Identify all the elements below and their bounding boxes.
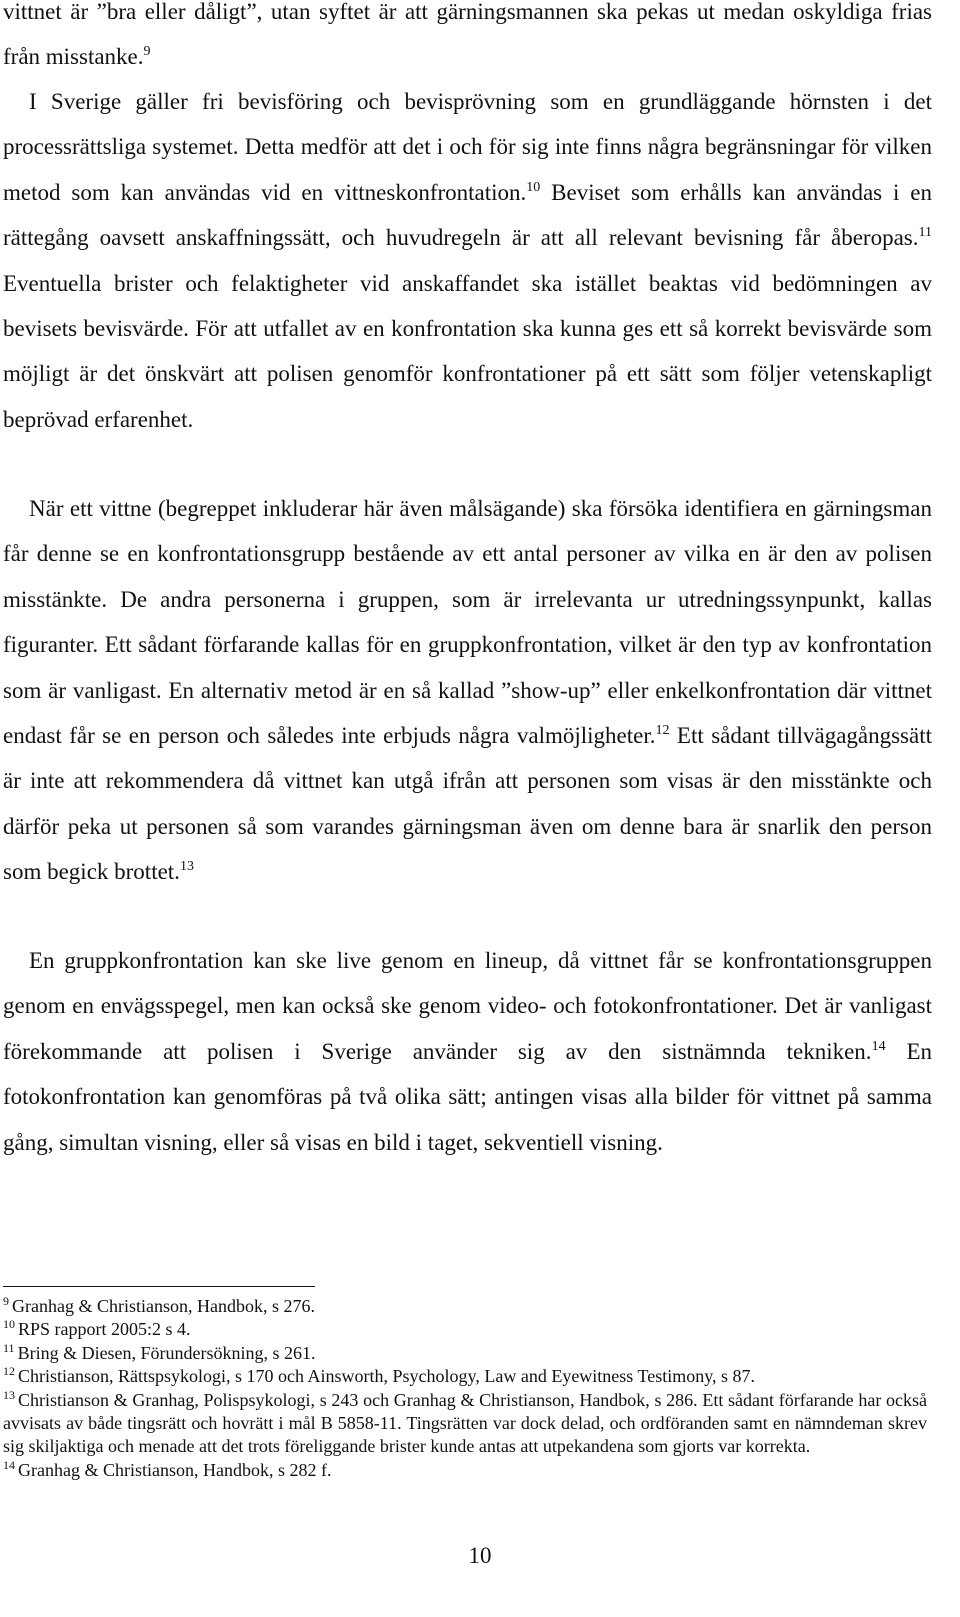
footnote [3, 1389, 927, 1459]
footnote-ref[interactable]: 10 [526, 179, 541, 195]
footnote-text: Christianson & Granhag, Polispsykologi, s 243 och Granhag & Christianson, Handbok, s 286. Ett sådant förfarande har också avvisats av både tingsrätt och hovrätt i mål B 5858-11. Tingsrätten var dock delad, och ordföranden samt en nämndeman skrev sig skiljaktiga och menade att det trots föreliggande brister kunde antas att utpekandena som gjorts var korrekta. [3, 1389, 927, 1457]
footnote-number: 14 [3, 1457, 15, 1472]
footnote-ref[interactable]: 12 [655, 723, 670, 739]
footnote-text: RPS rapport 2005:2 s 4. [18, 1319, 191, 1340]
footnote-number: 11 [3, 1340, 15, 1355]
paragraph-text: När ett vittne (begreppet inkluderar här även målsägande) ska försöka identifiera en gärningsman får denne se en konfrontationsgrupp bestående av ett antal personer av vilka en är den av polisen misstänkte. De andra personerna i gruppen, som är irrelevanta ur utredningssynpunkt, kallas figuranter. Ett sådant förfarande kallas för en gruppkonfrontation, vilket är den typ av konfrontation som är vanligast. En alternativ metod är en så kallad ”show-up” eller enkelkonfrontation där vittnet endast får se en person och således inte erbjuds några valmöjligheter. [3, 496, 932, 749]
footnotes [3, 1295, 927, 1482]
body-paragraph [3, 938, 932, 1165]
page-number: 10 [468, 1543, 492, 1568]
footnote-number: 13 [3, 1387, 15, 1402]
footnote-text: Granhag & Christianson, Handbok, s 282 f. [18, 1459, 332, 1480]
footnote [3, 1365, 927, 1388]
footnote [3, 1459, 927, 1482]
footnote-number: 10 [3, 1317, 15, 1332]
footnote-number: 9 [3, 1294, 9, 1308]
footnote-ref[interactable]: 13 [179, 859, 194, 875]
footnote-text: Bring & Diesen, Förundersökning, s 261. [17, 1342, 316, 1363]
footnote [3, 1318, 927, 1341]
footnote [3, 1295, 927, 1318]
paragraph-text: Beviset som erhålls kan användas i en rättegång oavsett anskaffningssätt, och huvudregeln är att all relevant bevisning får åberopas. [3, 179, 932, 251]
body-paragraph [3, 0, 932, 80]
paragraph-text: En gruppkonfrontation kan ske live genom en lineup, då vittnet får se konfrontationsgruppen genom en envägsspegel, men kan också ske genom video- och fotokonfrontationer. Det är vanligast förekommande att polisen i Sverige använder sig av den sistnämnda tekniken. [3, 948, 932, 1064]
paragraph-text: vittnet är ”bra eller dåligt”, utan syftet är att gärningsmannen ska pekas ut medan oskyldiga frias från misstanke. [3, 0, 932, 70]
footnote-ref[interactable]: 11 [918, 225, 932, 241]
footnote-number: 12 [3, 1364, 15, 1379]
footnote-text: Christianson, Rättspsykologi, s 170 och Ainsworth, Psychology, Law and Eyewitness Testimony, s 87. [18, 1366, 756, 1387]
paragraph-text: En fotokonfrontation kan genomföras på två olika sätt; antingen visas alla bilder för vittnet på samma gång, simultan visning, eller så visas en bild i taget, sekventiell visning. [3, 1038, 932, 1155]
footnote [3, 1342, 927, 1365]
body-paragraph [3, 79, 932, 442]
paragraph-text: I Sverige gäller fri bevisföring och bevisprövning som en grundläggande hörnsten i det processrättsliga systemet. Detta medför att det i och för sig inte finns några begränsningar för vilken metod som kan användas vid en vittneskonfrontation. [3, 89, 932, 205]
footnote-ref[interactable]: 14 [871, 1038, 886, 1054]
footnote-ref[interactable]: 9 [143, 44, 151, 60]
paragraph-text: Ett sådant tillvägagångssätt är inte att rekommendera då vittnet kan utgå ifrån att personen som visas är den misstänkte och därför peka ut personen så som varandes gärningsman även om denne bara är snarlik den person som begick brottet. [3, 723, 932, 885]
footnote-text: Granhag & Christianson, Handbok, s 276. [12, 1296, 315, 1316]
body-paragraph [3, 486, 932, 895]
footnote-separator [3, 1286, 315, 1287]
paragraph-text: Eventuella brister och felaktigheter vid anskaffandet ska istället beaktas vid bedömningen av bevisets bevisvärde. För att utfallet av en konfrontation ska kunna ges ett så korrekt bevisvärde som möjligt är det önskvärt att polisen genomför konfrontationer på ett sätt som följer vetenskapligt beprövad erfarenhet. [3, 270, 932, 432]
